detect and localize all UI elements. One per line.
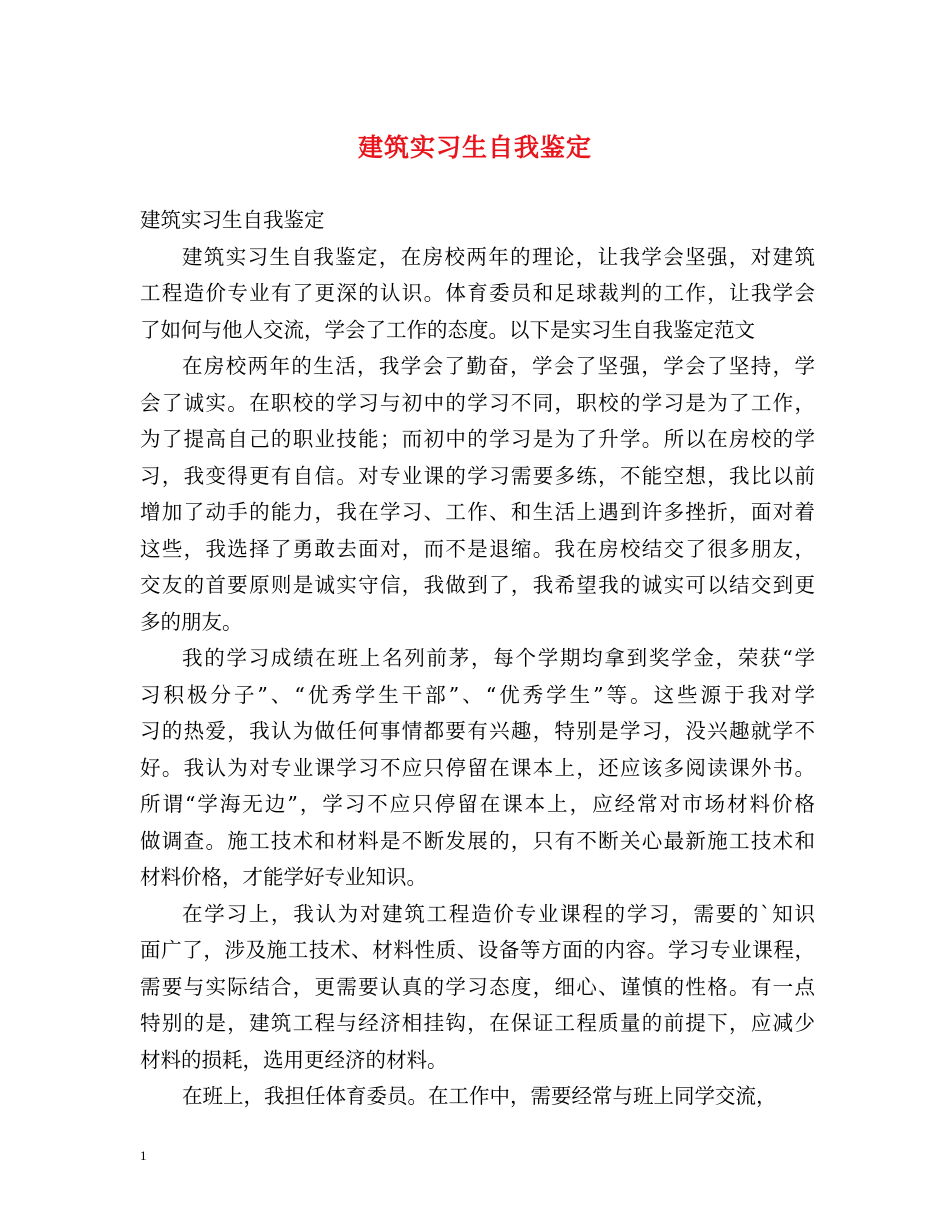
body-heading: 建筑实习生自我鉴定 — [140, 208, 325, 232]
paragraph-line: 面广了，涉及施工技术、材料性质、设备等方面的内容。学习专业课程， — [140, 938, 815, 962]
paragraph-line: 会了诚实。在职校的学习与初中的学习不同，职校的学习是为了工作， — [140, 390, 815, 415]
paragraph-line: 增加了动手的能力，我在学习、工作、和生活上遇到许多挫折，面对着 — [140, 500, 815, 524]
paragraph-line: 我的学习成绩在班上名列前茅，每个学期均拿到奖学金，荣获“学 — [182, 646, 815, 670]
paragraph-line: 在房校两年的生活，我学会了勤奋，学会了坚强，学会了坚持，学 — [182, 354, 815, 378]
paragraph-line: 习积极分子”、“优秀学生干部”、“优秀学生”等。这些源于我对学 — [140, 682, 815, 707]
paragraph-line: 习的热爱，我认为做任何事情都要有兴趣，特别是学习，没兴趣就学不 — [140, 719, 815, 743]
paragraph-line: 交友的首要原则是诚实守信，我做到了，我希望我的诚实可以结交到更 — [140, 573, 815, 597]
paragraph-line: 在学习上，我认为对建筑工程造价专业课程的学习，需要的`知识 — [182, 901, 815, 926]
page-number: 1 — [140, 1148, 147, 1163]
paragraph-line: 需要与实际结合，更需要认真的学习态度，细心、谨慎的性格。有一点 — [140, 974, 815, 999]
paragraph-line: 了如何与他人交流，学会了工作的态度。以下是实习生自我鉴定范文 — [140, 317, 755, 342]
paragraph-line: 材料价格，才能学好专业知识。 — [140, 865, 427, 889]
document-title: 建筑实习生自我鉴定 — [357, 133, 592, 162]
paragraph-line: 建筑实习生自我鉴定，在房校两年的理论，让我学会坚强，对建筑 — [182, 244, 815, 269]
paragraph-line: 这些，我选择了勇敢去面对，而不是退缩。我在房校结交了很多朋友， — [140, 536, 815, 561]
paragraph-line: 特别的是，建筑工程与经济相挂钩，在保证工程质量的前提下，应减少 — [140, 1011, 815, 1035]
paragraph-line: 所谓“学海无边”，学习不应只停留在课本上，应经常对市场材料价格 — [140, 792, 815, 816]
paragraph-line: 做调查。施工技术和材料是不断发展的，只有不断关心最新施工技术和 — [140, 828, 815, 853]
document-body — [140, 202, 815, 1115]
paragraph-line: 为了提高自己的职业技能；而初中的学习是为了升学。所以在房校的学 — [140, 427, 815, 451]
paragraph-line: 材料的损耗，选用更经济的材料。 — [140, 1047, 448, 1072]
paragraph-line: 工程造价专业有了更深的认识。体育委员和足球裁判的工作，让我学会 — [140, 281, 815, 305]
paragraph-line: 在班上，我担任体育委员。在工作中，需要经常与班上同学交流， — [182, 1084, 777, 1108]
paragraph-line: 多的朋友。 — [140, 609, 243, 634]
paragraph-line: 好。我认为对专业课学习不应只停留在课本上，还应该多阅读课外书。 — [140, 755, 815, 780]
paragraph-line: 习，我变得更有自信。对专业课的学习需要多练，不能空想，我比以前 — [140, 463, 815, 488]
